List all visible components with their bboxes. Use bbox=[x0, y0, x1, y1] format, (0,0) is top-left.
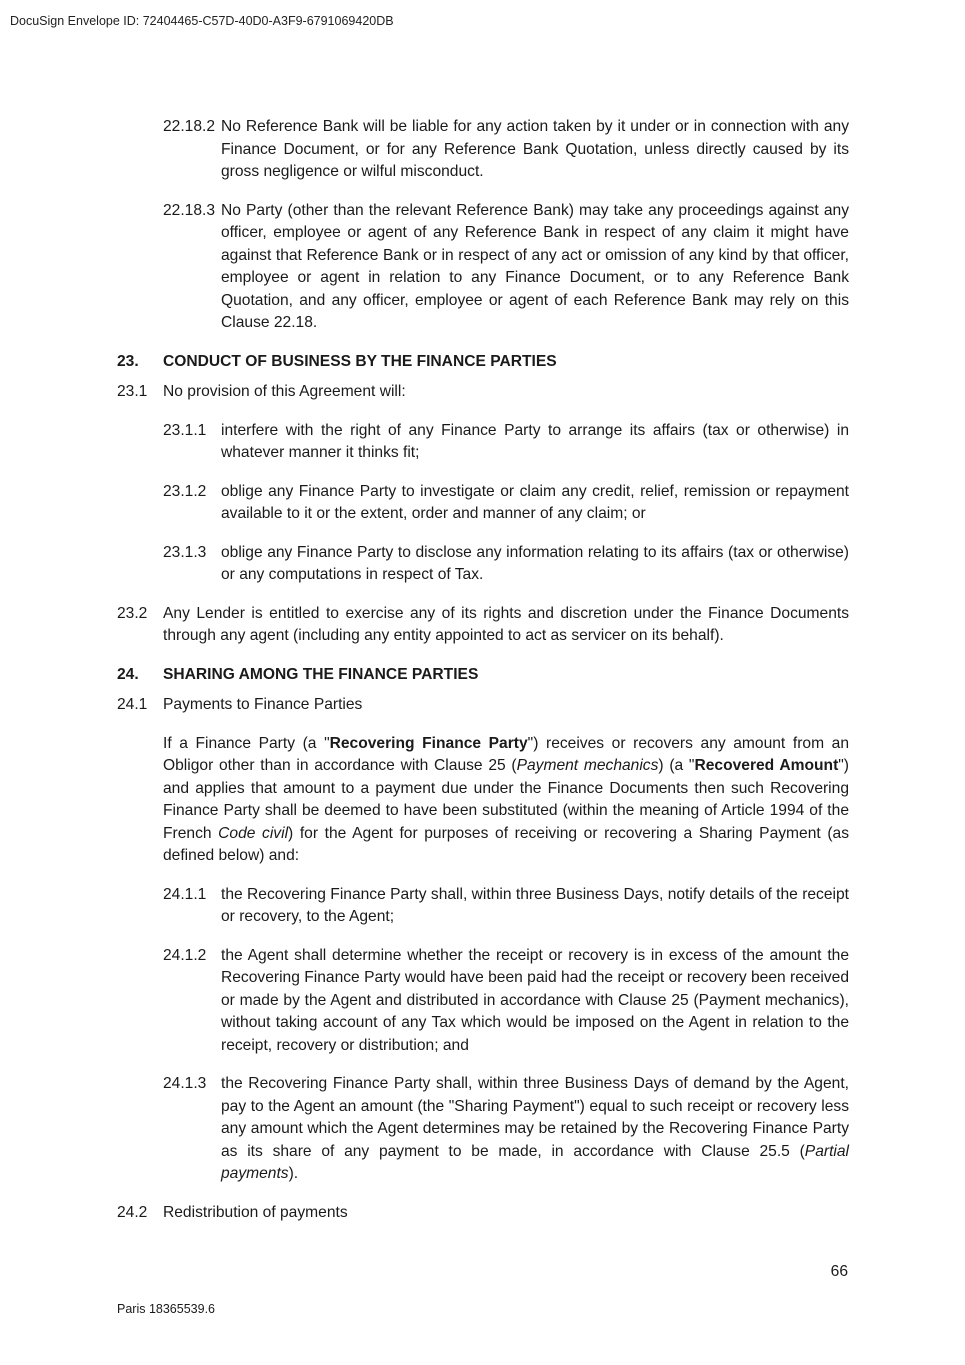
section-number: 24. bbox=[117, 665, 139, 683]
clause-number: 22.18.3 bbox=[163, 201, 216, 219]
clause-23-1-2 bbox=[117, 481, 849, 526]
section-number: 23. bbox=[117, 352, 139, 370]
clause-text: No Reference Bank will be liable for any action taken by it under or in connection with any Finance Document, or for any Reference Bank Quotation, unless directly caused by its gross negligence or wilful misconduct. bbox=[221, 118, 849, 180]
clause-reference: Partial payments bbox=[221, 1142, 849, 1182]
section-23-heading bbox=[117, 351, 849, 374]
clause-number: 23.1.2 bbox=[163, 482, 207, 500]
clause-23-1-3 bbox=[117, 542, 849, 587]
section-24-heading bbox=[117, 664, 849, 687]
clause-text: interfere with the right of any Finance Party to arrange its affairs (tax or otherwise) in whatever manner it thinks fit; bbox=[221, 421, 849, 461]
clause-text: oblige any Finance Party to investigate or claim any credit, relief, remission or repayment available to it or the extent, order and manner of any claim; or bbox=[221, 482, 849, 522]
page-number: 66 bbox=[830, 1263, 848, 1280]
clause-24-1-intro bbox=[117, 733, 849, 868]
clause-number: 24.1 bbox=[117, 696, 148, 713]
intro-text: ") and applies that amount to a payment due under the Finance Documents then such Recovering Finance Party shall be deemed to have been substituted (within the meaning of Article 1994 of the French bbox=[163, 757, 849, 842]
clause-text-part: ). bbox=[288, 1165, 299, 1182]
section-title: SHARING AMONG THE FINANCE PARTIES bbox=[163, 665, 479, 683]
clause-22-18-2 bbox=[117, 116, 849, 184]
envelope-id: DocuSign Envelope ID: 72404465-C57D-40D0-A3F9-6791069420DB bbox=[10, 14, 394, 28]
intro-text: ) (a " bbox=[658, 757, 695, 774]
clause-number: 24.1.3 bbox=[163, 1075, 207, 1092]
clause-24-1-1 bbox=[117, 884, 849, 929]
clause-number: 23.1.1 bbox=[163, 421, 207, 439]
clause-text: No Party (other than the relevant Reference Bank) may take any proceedings against any officer, employee or agent of any Reference Bank in respect of any claim it might have against that Reference Bank or in respect of any act or omission of any kind by that officer, employee or agent in relation to any Finance Document, or to any Reference Bank Quotation, and any officer, employee or agent of each Reference Bank may rely on this Clause 22.18. bbox=[221, 201, 849, 331]
clause-23-1 bbox=[117, 381, 849, 404]
section-title: CONDUCT OF BUSINESS BY THE FINANCE PARTIES bbox=[163, 352, 557, 370]
clause-number: 24.2 bbox=[117, 1203, 148, 1221]
clause-text: the Recovering Finance Party shall, within three Business Days, notify details of the receipt or recovery, to the Agent; bbox=[221, 885, 849, 925]
document-body bbox=[117, 116, 849, 1224]
clause-23-1-1 bbox=[117, 420, 849, 465]
clause-number: 23.2 bbox=[117, 604, 148, 622]
clause-number: 24.1.1 bbox=[163, 885, 207, 903]
clause-number: 22.18.2 bbox=[163, 118, 216, 135]
clause-text bbox=[221, 1073, 849, 1186]
defined-term: Recovered Amount bbox=[694, 757, 839, 774]
clause-text: Any Lender is entitled to exercise any of its rights and discretion under the Finance Documents through any agent (including any entity appointed to act as servicer on its behalf). bbox=[163, 604, 849, 644]
clause-title: Payments to Finance Parties bbox=[163, 696, 363, 713]
clause-title: Redistribution of payments bbox=[163, 1203, 348, 1221]
clause-reference: Payment mechanics bbox=[516, 757, 659, 774]
clause-text: the Agent shall determine whether the receipt or recovery is in excess of the amount the Recovering Finance Party would have been paid had the receipt or recovery been received or made by the Agent and distributed in accordance with Clause 25 (Payment mechanics), without taking account of any Tax which would be imposed on the Agent in relation to the receipt, recovery or distribution; and bbox=[221, 946, 849, 1054]
clause-24-1-3 bbox=[117, 1073, 849, 1186]
clause-number: 23.1.3 bbox=[163, 543, 207, 561]
clause-text-part: the Recovering Finance Party shall, within three Business Days of demand by the Agent, pay to the Agent an amount (the "Sharing Payment") equal to such receipt or recovery less any amount which the Agent determines may be retained by the Recovering Finance Party as its share of any payment to be made, in accordance with Clause 25.5 ( bbox=[221, 1075, 849, 1160]
clause-24-1 bbox=[117, 694, 849, 717]
defined-term: Recovering Finance Party bbox=[329, 734, 528, 752]
document-reference: Paris 18365539.6 bbox=[117, 1302, 215, 1316]
clause-24-1-2 bbox=[117, 945, 849, 1058]
clause-number: 24.1.2 bbox=[163, 946, 207, 964]
clause-number: 23.1 bbox=[117, 383, 148, 400]
legal-reference: Code civil bbox=[218, 824, 289, 842]
intro-text: ") receives or recovers any amount from an Obligor other than in accordance with Clause 25 ( bbox=[163, 734, 849, 774]
clause-24-2 bbox=[117, 1202, 849, 1225]
intro-text: ) for the Agent for purposes of receiving or recovering a Sharing Payment (as defined below) and: bbox=[163, 824, 849, 864]
intro-text: If a Finance Party (a " bbox=[163, 734, 330, 752]
clause-23-2 bbox=[117, 603, 849, 648]
clause-text: No provision of this Agreement will: bbox=[163, 383, 406, 400]
clause-text: oblige any Finance Party to disclose any information relating to its affairs (tax or otherwise) or any computations in respect of Tax. bbox=[221, 543, 849, 583]
clause-22-18-3 bbox=[117, 200, 849, 335]
